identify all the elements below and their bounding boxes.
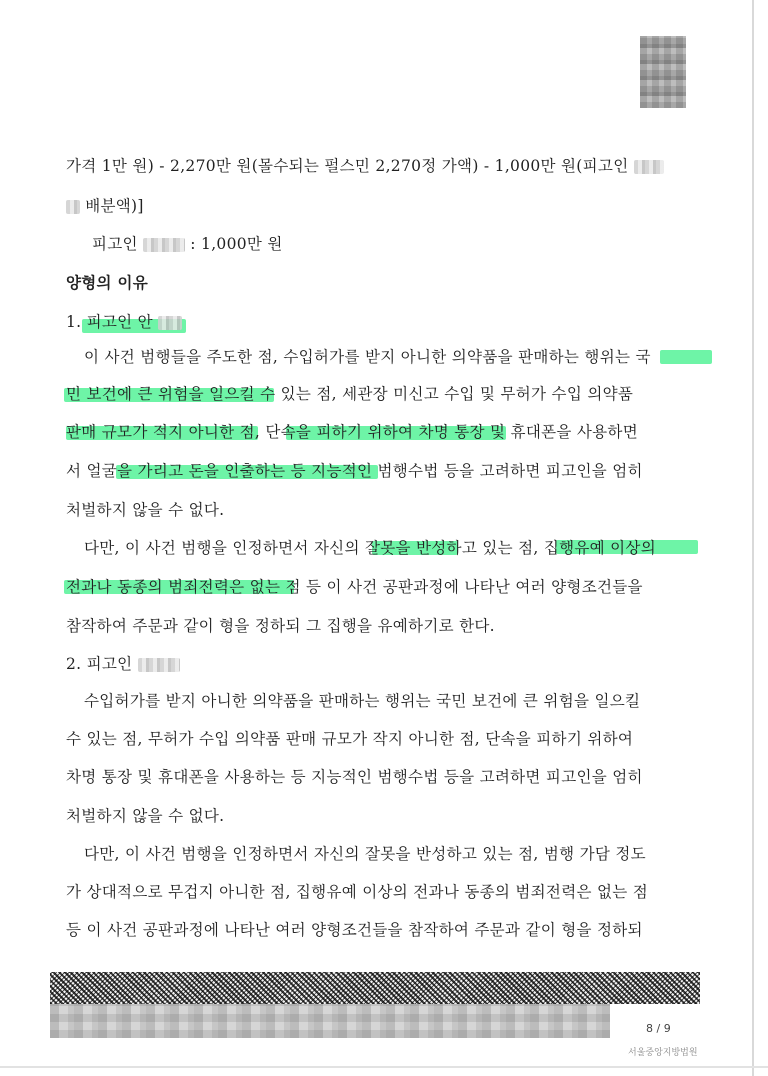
text-line: 전과나 동종의 범죄전력은 없는 점 등 이 사건 공판과정에 나타난 여러 양형조건들을: [66, 578, 643, 596]
redacted-seal: [640, 36, 686, 108]
redacted-name: [66, 200, 80, 214]
text-line: 수 있는 점, 무허가 수입 의약품 판매 규모가 작지 아니한 점, 단속을 피하기 위하여: [66, 730, 634, 748]
text-line: 참작하여 주문과 같이 형을 정하되 그 집행을 유예하기로 한다.: [66, 617, 495, 635]
redacted-barcode: [50, 972, 700, 1004]
page-edge: [0, 1066, 768, 1068]
redacted-name: [143, 238, 185, 252]
subsection-heading: 2. 피고인: [66, 652, 180, 676]
text-line: 판매 규모가 적지 아니한 점, 단속을 피하기 위하여 차명 통장 및 휴대폰을 사용하면: [66, 423, 638, 441]
text-line: 등 이 사건 공판과정에 나타난 여러 양형조건들을 참작하여 주문과 같이 형을 정하되: [66, 921, 643, 939]
page-number: 8 / 9: [646, 1022, 671, 1035]
text-line: 다만, 이 사건 범행을 인정하면서 자신의 잘못을 반성하고 있는 점, 집행유예 이상의: [84, 539, 656, 557]
page-edge: [752, 0, 754, 1076]
text-line: 이 사건 범행들을 주도한 점, 수입허가를 받지 아니한 의약품을 판매하는 행위는 국: [84, 348, 651, 366]
redacted-footer: [50, 1004, 610, 1038]
court-name: 서울중앙지방법원: [628, 1048, 698, 1058]
subsection-heading: 1. 피고인 안: [66, 310, 182, 334]
text-line: 배분액)]: [66, 194, 144, 218]
text-line: 가격 1만 원) - 2,270만 원(몰수되는 펄스민 2,270정 가액) - 1,000만 원(피고인: [66, 154, 664, 178]
text-line: 민 보건에 큰 위험을 일으킬 수 있는 점, 세관장 미신고 수입 및 무허가 수입 의약품: [66, 385, 634, 403]
text-line: 다만, 이 사건 범행을 인정하면서 자신의 잘못을 반성하고 있는 점, 범행 가담 정도: [84, 845, 646, 863]
text-line: 처벌하지 않을 수 없다.: [66, 807, 225, 825]
section-heading: 양형의 이유: [66, 273, 149, 292]
text-line: 피고인 : 1,000만 원: [92, 235, 283, 253]
text-line: 가 상대적으로 무겁지 아니한 점, 집행유예 이상의 전과나 동종의 범죄전력은 없는 점: [66, 883, 649, 901]
text-line: 서 얼굴을 가리고 돈을 인출하는 등 지능적인 범행수법 등을 고려하면 피고인을 엄히: [66, 462, 643, 480]
text-line: 처벌하지 않을 수 없다.: [66, 501, 225, 519]
text-line: 차명 통장 및 휴대폰을 사용하는 등 지능적인 범행수법 등을 고려하면 피고인을 엄히: [66, 768, 643, 786]
redacted-name: [158, 316, 182, 330]
redacted-name: [138, 658, 180, 672]
highlight: [660, 350, 712, 364]
text-line: 수입허가를 받지 아니한 의약품을 판매하는 행위는 국민 보건에 큰 위험을 일으킬: [84, 692, 641, 710]
redacted-name: [634, 160, 664, 174]
